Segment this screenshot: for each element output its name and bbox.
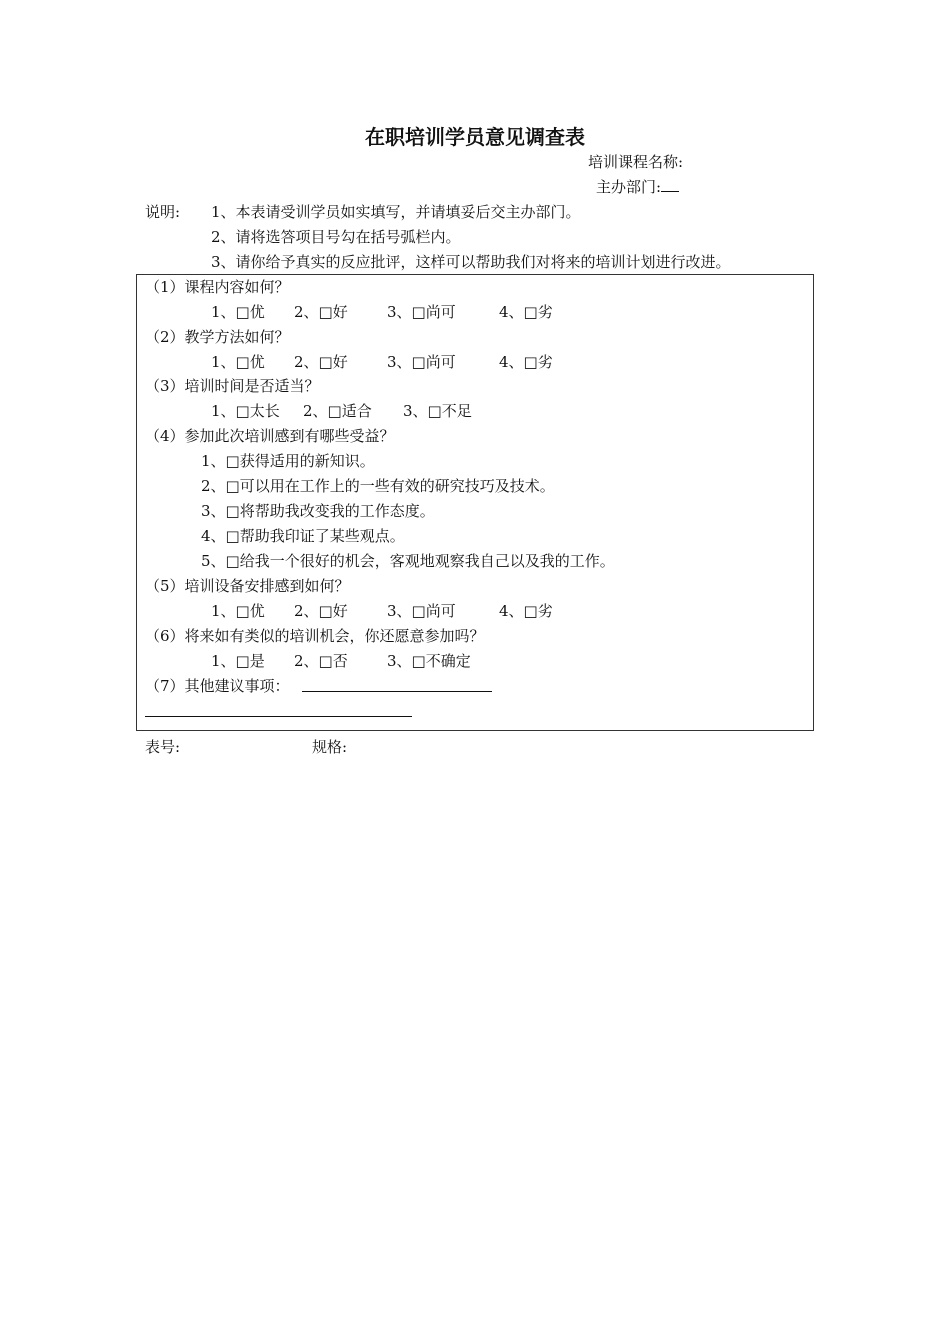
question-2-option-3[interactable]: 3、□尚可	[387, 353, 456, 371]
suggestion-field-line-2[interactable]	[145, 716, 412, 717]
question-2: （2）教学方法如何？	[145, 328, 290, 346]
department-field[interactable]	[661, 177, 679, 192]
question-2-option-1[interactable]: 1、□优	[211, 353, 265, 371]
question-4-option-2[interactable]: 2、□可以用在工作上的一些有效的研究技巧及技术。	[201, 477, 555, 495]
course-name-label: 培训课程名称:	[588, 153, 684, 171]
question-1-option-1[interactable]: 1、□优	[211, 303, 265, 321]
question-4-option-1[interactable]: 1、□获得适用的新知识。	[201, 452, 375, 470]
question-3-option-2[interactable]: 2、□适合	[303, 402, 372, 420]
department-row	[596, 177, 679, 197]
question-2-option-2[interactable]: 2、□好	[294, 353, 348, 371]
instruction-item-1: 1、本表请受训学员如实填写，并请填妥后交主办部门。	[211, 203, 581, 221]
form-number-label: 表号:	[145, 738, 181, 756]
question-1-option-2[interactable]: 2、□好	[294, 303, 348, 321]
question-5: （5）培训设备安排感到如何？	[145, 577, 350, 595]
question-5-option-4[interactable]: 4、□劣	[499, 602, 553, 620]
question-3-option-3[interactable]: 3、□不足	[403, 402, 472, 420]
spec-label: 规格:	[312, 738, 348, 756]
question-5-option-1[interactable]: 1、□优	[211, 602, 265, 620]
question-2-option-4[interactable]: 4、□劣	[499, 353, 553, 371]
question-7: （7）其他建议事项：	[145, 677, 290, 695]
question-6-option-3[interactable]: 3、□不确定	[387, 652, 471, 670]
question-5-option-3[interactable]: 3、□尚可	[387, 602, 456, 620]
question-5-option-2[interactable]: 2、□好	[294, 602, 348, 620]
question-3-option-1[interactable]: 1、□太长	[211, 402, 280, 420]
question-6: （6）将来如有类似的培训机会，你还愿意参加吗？	[145, 627, 485, 645]
question-4-option-3[interactable]: 3、□将帮助我改变我的工作态度。	[201, 502, 435, 520]
question-6-option-1[interactable]: 1、□是	[211, 652, 265, 670]
question-4-option-5[interactable]: 5、□给我一个很好的机会，客观地观察我自己以及我的工作。	[201, 552, 615, 570]
question-3: （3）培训时间是否适当？	[145, 377, 320, 395]
page-title: 在职培训学员意见调查表	[365, 125, 585, 149]
question-6-option-2[interactable]: 2、□否	[294, 652, 348, 670]
department-label: 主办部门:	[596, 178, 662, 196]
question-4: （4）参加此次培训感到有哪些受益？	[145, 427, 395, 445]
instruction-item-2: 2、请将选答项目号勾在括号弧栏内。	[211, 228, 461, 246]
suggestion-field-line-1[interactable]	[302, 691, 492, 692]
question-4-option-4[interactable]: 4、□帮助我印证了某些观点。	[201, 527, 405, 545]
question-1-option-3[interactable]: 3、□尚可	[387, 303, 456, 321]
question-1-option-4[interactable]: 4、□劣	[499, 303, 553, 321]
instruction-item-3: 3、请你给予真实的反应批评，这样可以帮助我们对将来的培训计划进行改进。	[211, 253, 731, 271]
instructions-label: 说明:	[145, 203, 181, 221]
question-1: （1）课程内容如何？	[145, 278, 290, 296]
